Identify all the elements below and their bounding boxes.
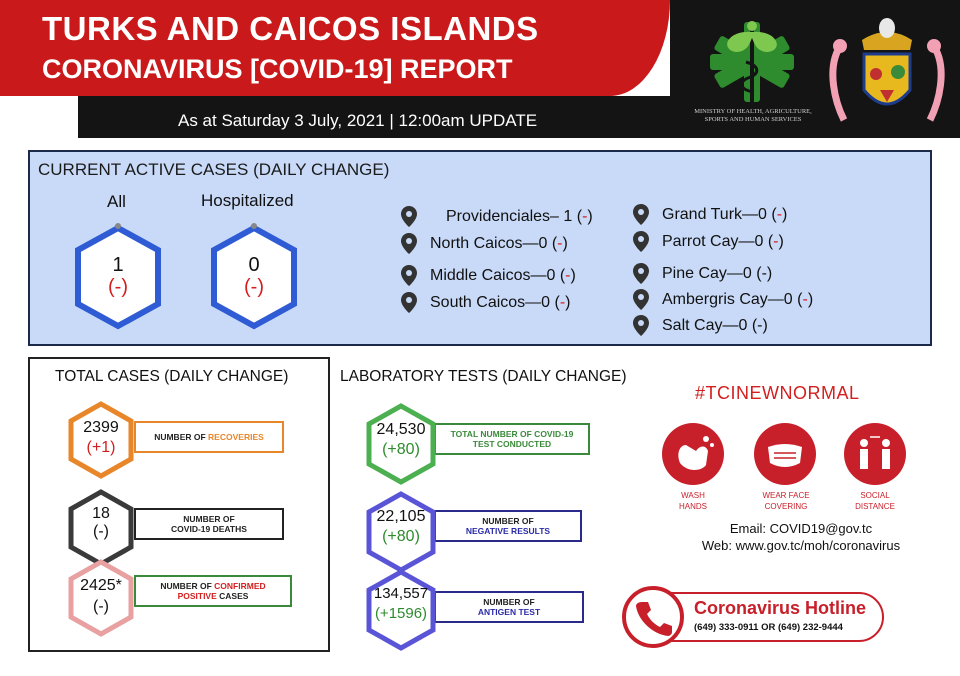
email-text: Email: COVID19@gov.tc xyxy=(729,521,873,536)
location-tail: ) xyxy=(587,208,593,225)
location-tail: ) xyxy=(807,291,814,308)
location-change: - xyxy=(582,208,588,225)
total-tests-value: 24,530 xyxy=(376,421,426,438)
hospitalized-value: 0 xyxy=(248,254,260,276)
deaths-label-box xyxy=(134,508,284,540)
label-text: WEAR FACE xyxy=(762,491,810,500)
location-change: - xyxy=(773,233,779,250)
antigen-label-box xyxy=(434,591,584,623)
confirmed-value: 2425* xyxy=(80,577,122,594)
label-text: TOTAL NUMBER OF COVID-19 xyxy=(450,429,574,439)
active-cases-title: CURRENT ACTIVE CASES (DAILY CHANGE) xyxy=(38,160,390,179)
location-item xyxy=(400,291,571,315)
total-tests-label-box xyxy=(434,423,590,455)
coat-of-arms-icon xyxy=(824,10,950,130)
location-change: - xyxy=(557,235,563,252)
recoveries-label-box xyxy=(134,421,284,453)
location-tail: ) xyxy=(778,233,784,250)
label-text: ANTIGEN TEST xyxy=(477,607,541,617)
label-text: HANDS xyxy=(678,502,707,511)
label-highlight: POSITIVE xyxy=(177,591,217,601)
map-pin-icon xyxy=(400,291,418,315)
location-change: - xyxy=(802,291,808,308)
total-tests-change: (+80) xyxy=(382,441,420,458)
location-item xyxy=(632,314,768,338)
map-pin-icon xyxy=(632,314,650,338)
location-name: Parrot Cay—0 ( xyxy=(662,233,774,250)
label-text: WASH xyxy=(681,491,705,500)
location-item xyxy=(400,205,593,229)
label-text: NUMBER OF xyxy=(160,581,215,591)
location-tail: ) xyxy=(570,267,576,284)
map-pin-icon xyxy=(632,203,650,227)
social-distance-icon xyxy=(844,423,906,485)
map-pin-icon xyxy=(632,288,650,312)
update-timestamp: As at Saturday 3 July, 2021 | 12:00am UPDATE xyxy=(178,111,538,130)
active-all-change: (-) xyxy=(108,276,128,298)
ministry-name: MINISTRY OF HEALTH, AGRICULTURE, SPORTS AND HUMAN SERVICES xyxy=(694,108,812,123)
face-covering-label xyxy=(746,490,826,512)
page-title: TURKS AND CAICOS ISLANDS xyxy=(42,10,539,47)
label-highlight: RECOVERIES xyxy=(208,432,264,442)
all-label: All xyxy=(107,192,126,211)
location-item xyxy=(632,203,787,227)
location-change: - xyxy=(776,206,783,223)
label-text: NUMBER OF xyxy=(482,516,534,526)
label-text: TEST CONDUCTED xyxy=(472,439,552,449)
map-pin-icon xyxy=(632,262,650,286)
deaths-value: 18 xyxy=(92,505,110,522)
active-all-value: 1 xyxy=(112,254,124,276)
location-item xyxy=(400,264,576,288)
location-item xyxy=(632,230,784,254)
hotline-title: Coronavirus Hotline xyxy=(694,598,867,618)
recoveries-value: 2399 xyxy=(83,419,119,436)
location-change: - xyxy=(565,267,571,284)
location-item xyxy=(632,288,813,312)
label-text: NUMBER OF xyxy=(183,514,235,524)
hashtag: #TCINEWNORMAL xyxy=(695,383,860,403)
wash-hands-label xyxy=(653,490,733,512)
phone-icon xyxy=(622,586,684,648)
recoveries-change: (+1) xyxy=(86,439,116,456)
location-name: Pine Cay—0 (-) xyxy=(662,265,773,282)
location-item xyxy=(400,232,568,256)
location-tail: ) xyxy=(782,206,788,223)
location-name: North Caicos—0 ( xyxy=(430,235,558,252)
location-tail: ) xyxy=(562,235,568,252)
location-name: Providenciales– 1 ( xyxy=(446,208,583,225)
label-text: DISTANCE xyxy=(855,502,895,511)
map-pin-icon xyxy=(400,264,418,288)
location-name: Middle Caicos—0 ( xyxy=(430,267,566,284)
label-text: NUMBER OF xyxy=(483,597,535,607)
label-text: NEGATIVE RESULTS xyxy=(465,526,551,536)
antigen-value: 134,557 xyxy=(373,585,429,602)
confirmed-change: (-) xyxy=(93,598,109,615)
map-pin-icon xyxy=(400,205,418,229)
hotline-numbers: (649) 333-0911 OR (649) 232-9444 xyxy=(694,622,843,633)
total-cases-title: TOTAL CASES (DAILY CHANGE) xyxy=(55,368,289,385)
location-item xyxy=(632,262,772,286)
map-pin-icon xyxy=(400,232,418,256)
hospitalized-change: (-) xyxy=(244,276,264,298)
location-name: Salt Cay—0 (-) xyxy=(662,317,768,334)
location-name: Ambergris Cay—0 ( xyxy=(662,291,803,308)
label-text: COVERING xyxy=(764,502,808,511)
hospitalized-label: Hospitalized xyxy=(201,191,294,210)
label-text: SOCIAL xyxy=(860,491,890,500)
deaths-change: (-) xyxy=(93,523,109,540)
lab-tests-title: LABORATORY TESTS (DAILY CHANGE) xyxy=(340,368,627,385)
social-distance-label xyxy=(835,490,915,512)
location-name: South Caicos—0 ( xyxy=(430,294,560,311)
location-name: Grand Turk—0 ( xyxy=(662,206,777,223)
map-pin-icon xyxy=(632,230,650,254)
confirmed-label-box xyxy=(134,575,292,607)
negative-results-change: (+80) xyxy=(382,528,420,545)
location-tail: ) xyxy=(565,294,571,311)
face-mask-icon xyxy=(754,423,816,485)
negative-results-value: 22,105 xyxy=(376,508,426,525)
page-subtitle: CORONAVIRUS [COVID-19] REPORT xyxy=(42,54,513,84)
web-text: Web: www.gov.tc/moh/coronavirus xyxy=(701,538,901,553)
antigen-change: (+1596) xyxy=(374,605,428,622)
label-text: CASES xyxy=(216,591,249,601)
contact-info xyxy=(686,520,916,554)
wash-hands-icon xyxy=(662,423,724,485)
label-text: COVID-19 DEATHS xyxy=(171,524,247,534)
label-highlight: CONFIRMED xyxy=(214,581,266,591)
negative-results-label-box xyxy=(434,510,582,542)
location-change: - xyxy=(559,294,566,311)
label-text: NUMBER OF xyxy=(154,432,209,442)
